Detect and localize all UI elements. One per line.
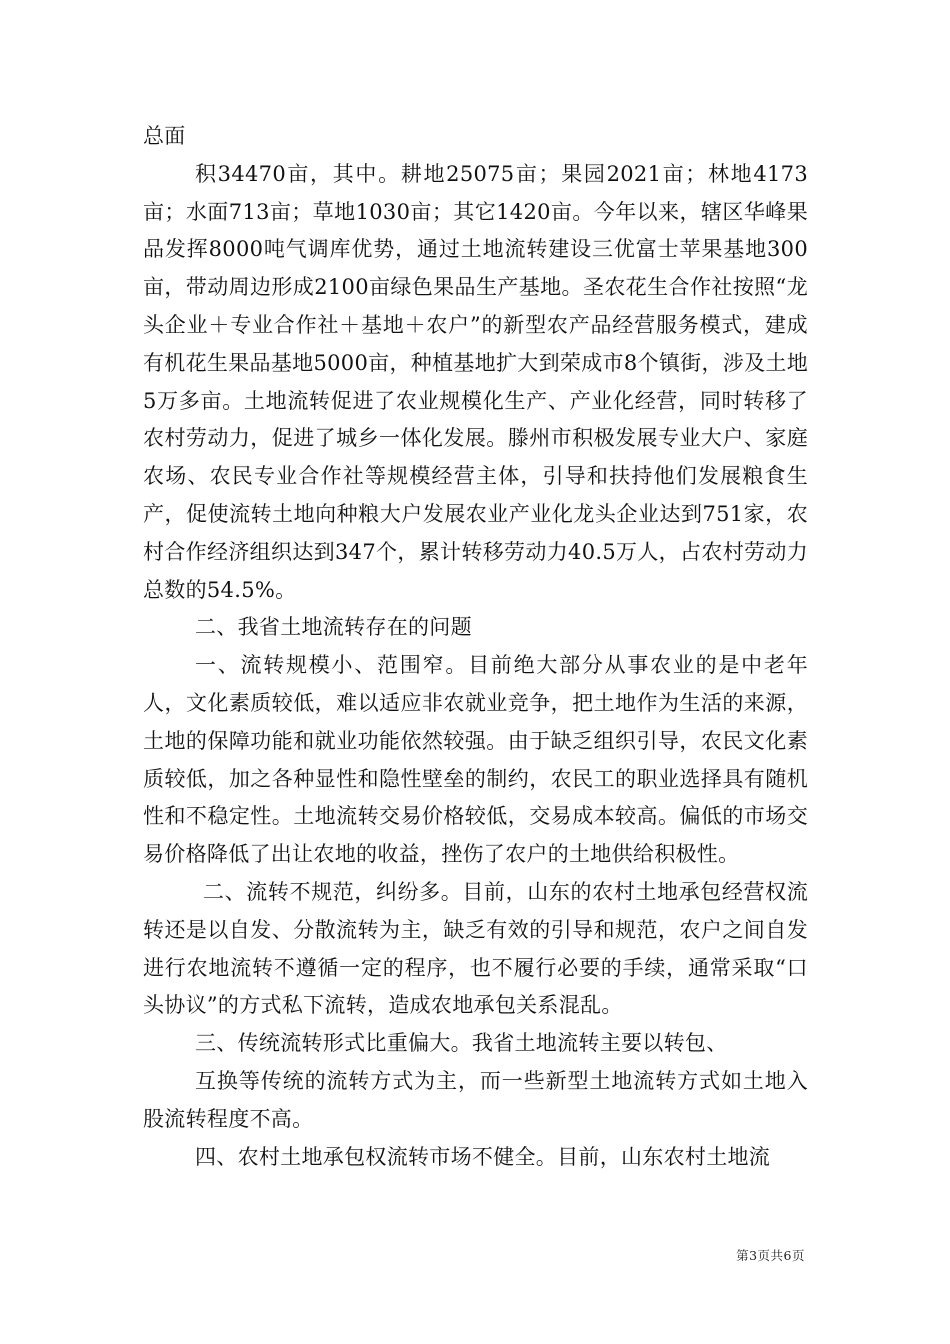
page-number: 第3页共6页 bbox=[736, 1248, 805, 1263]
paragraph-problem-3: 三、传统流转形式比重偏大。我省土地流转主要以转包、 bbox=[195, 1031, 728, 1056]
paragraph-land-area: 积34470亩，其中。耕地25075亩；果园2021亩；林地4173亩；水面713亩；草地1030亩；其它1420亩。今年以来，辖区华峰果品发挥8000吨气调库优势，通过土地流转建设三优富士苹果基地300亩，带动周边形成2100亩绿色果品生产基地。圣农花生合作社按照“龙头企业＋专业合作社＋基地＋农户”的新型农产品经营服务模式，建成有机花生果品基地5000亩，种植基地扩大到荣成市8个镇街，涉及土地5万多亩。土地流转促进了农业规模化生产、产业化经营，同时转移了农村劳动力，促进了城乡一体化发展。滕州市积极发展专业大户、家庭农场、农民专业合作社等规模经营主体，引导和扶持他们发展粮食生产，促使流转土地向种粮大户发展农业产业化龙头企业达到751家，农村合作经济组织达到347个，累计转移劳动力40.5万人，占农村劳动力总数的54.5%。 bbox=[143, 161, 808, 602]
document-body bbox=[143, 118, 808, 1176]
paragraph-problem-1: 一、流转规模小、范围窄。目前绝大部分从事农业的是中老年人，文化素质较低，难以适应非农就业竞争，把土地作为生活的来源，土地的保障功能和就业功能依然较强。由于缺乏组织引导，农民文化素质较低，加之各种显性和隐性壁垒的制约，农民工的职业选择具有随机性和不稳定性。土地流转交易价格较低，交易成本较高。偏低的市场交易价格降低了出让农地的收益，挫伤了农户的土地供给积极性。 bbox=[143, 653, 808, 867]
paragraph-heading-fragment: 总面 bbox=[143, 124, 186, 148]
paragraph-problem-3-continued: 互换等传统的流转方式为主，而一些新型土地流转方式如土地入股流转程度不高。 bbox=[143, 1068, 808, 1131]
section-heading-problems: 二、我省土地流转存在的问题 bbox=[195, 615, 472, 640]
paragraph-problem-2: 二、流转不规范，纠纷多。目前，山东的农村土地承包经营权流转还是以自发、分散流转为主，缺乏有效的引导和规范，农户之间自发进行农地流转不遵循一定的程序，也不履行必要的手续，通常采取“口头协议”的方式私下流转，造成农地承包关系混乱。 bbox=[143, 879, 808, 1018]
paragraph-problem-4: 四、农村土地承包权流转市场不健全。目前，山东农村土地流 bbox=[195, 1144, 771, 1169]
